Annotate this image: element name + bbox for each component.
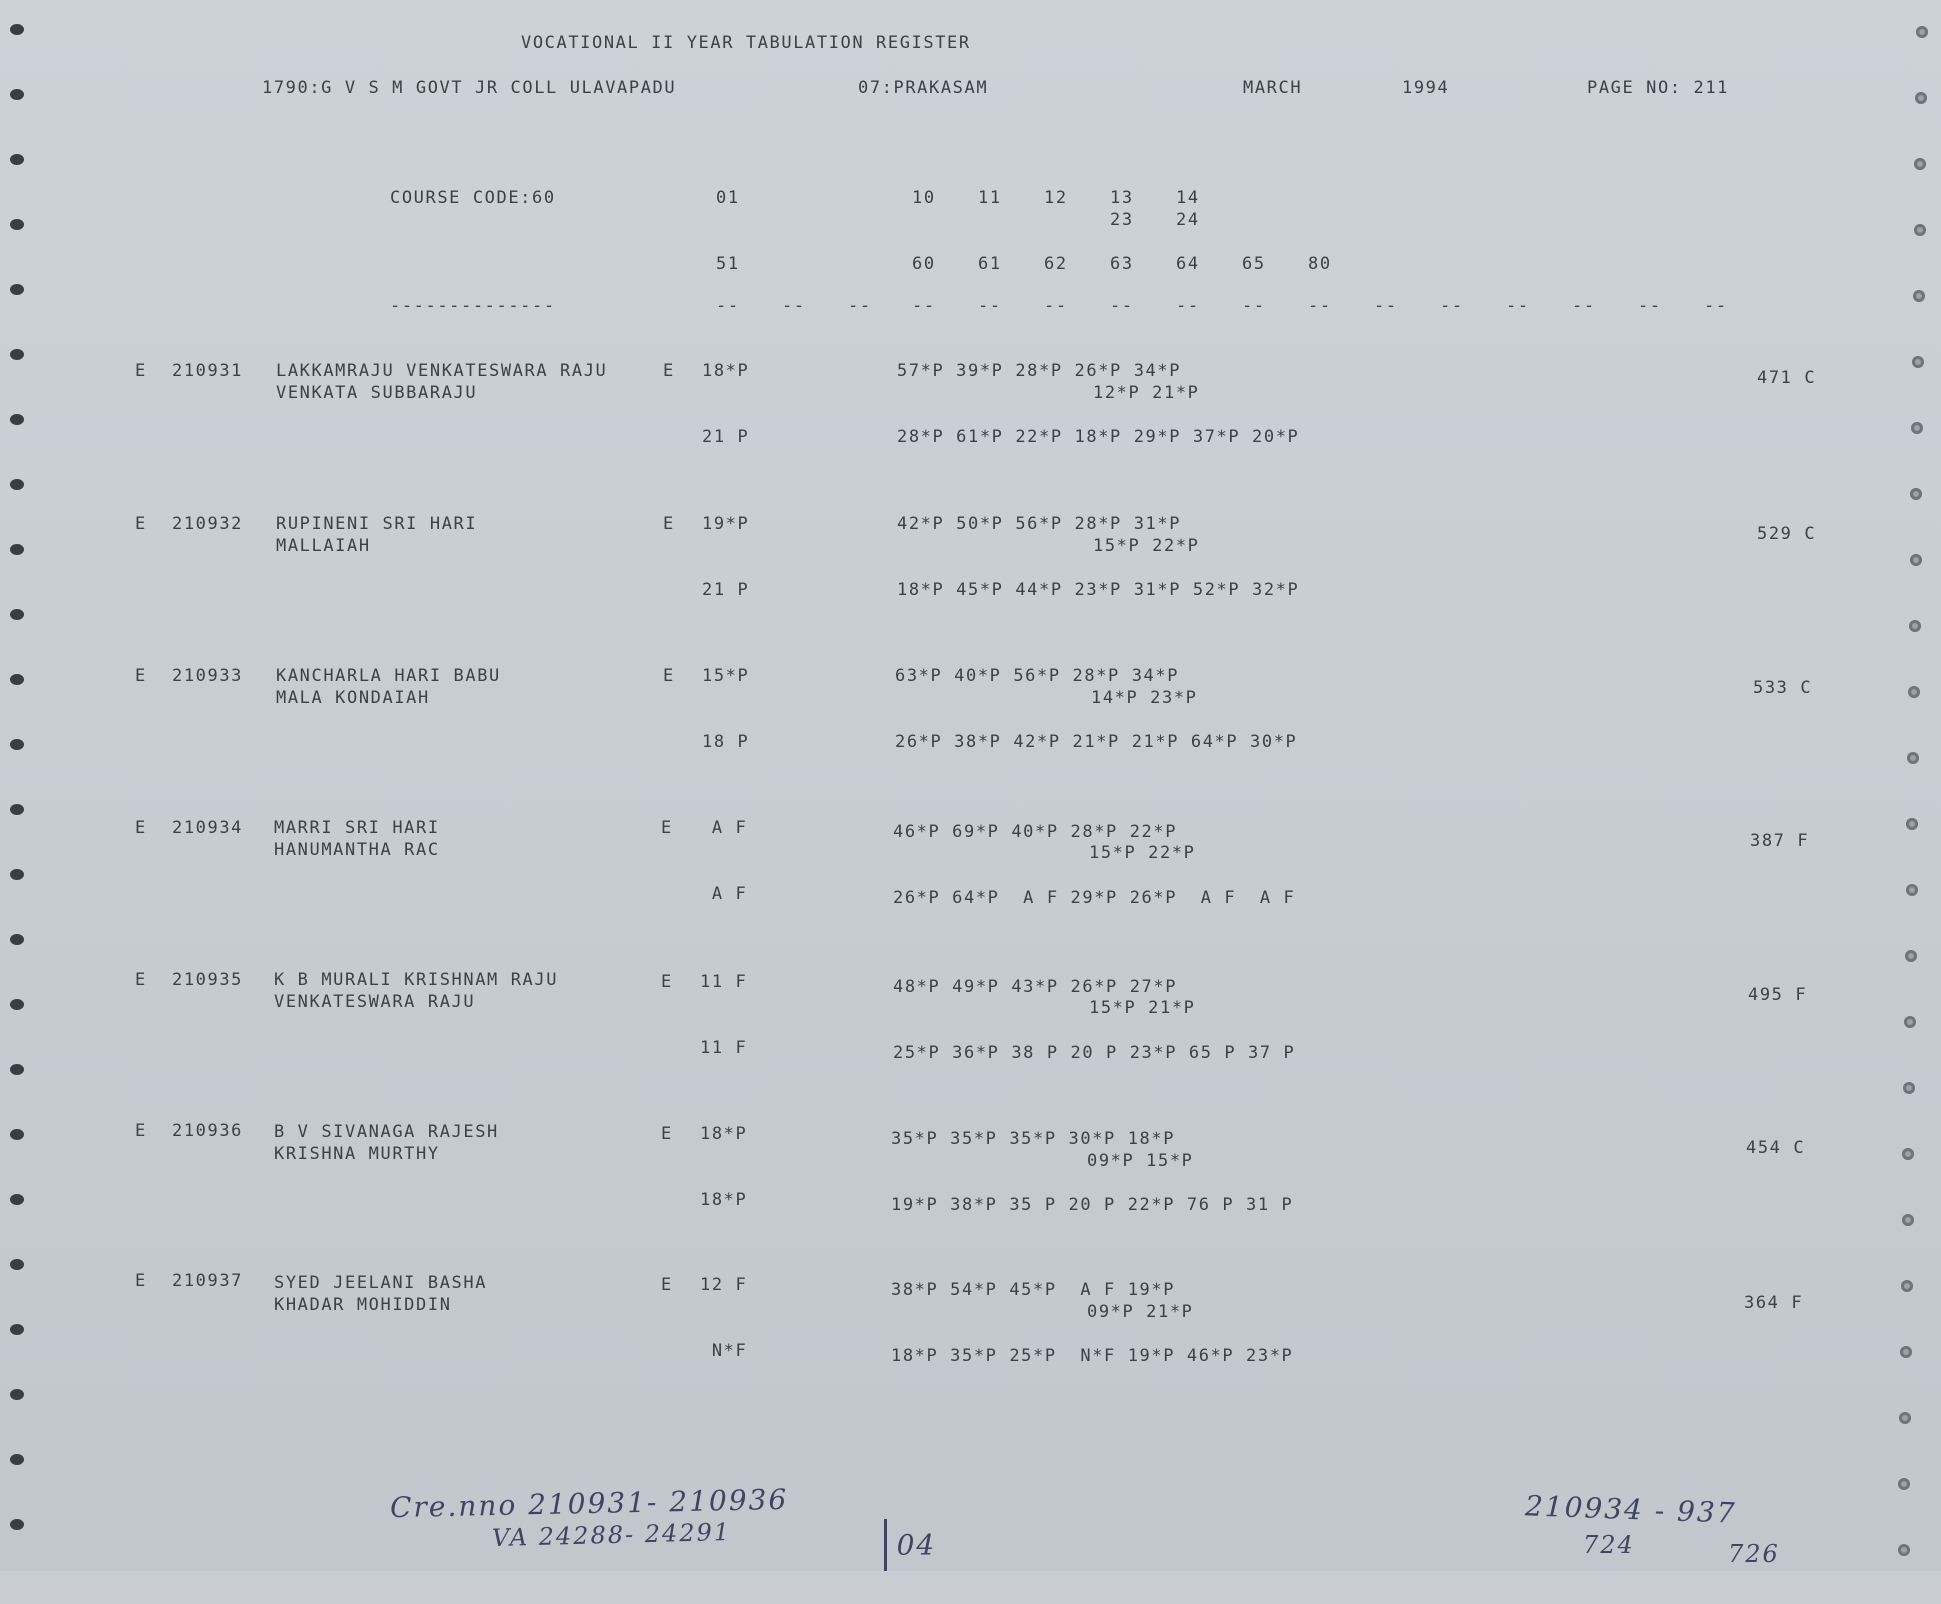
student-name: MARRI SRI HARI: [274, 818, 440, 838]
status-flag: E: [135, 1121, 147, 1141]
col-code: 65: [1242, 254, 1266, 274]
feed-hole: [1916, 26, 1928, 38]
separator-dash: --: [716, 296, 740, 316]
student-record: [0, 970, 1941, 1070]
col-code: 13: [1110, 188, 1134, 208]
separator-dash: --: [1242, 296, 1266, 316]
feed-hole: [1914, 224, 1926, 236]
separator-dash: --: [912, 296, 936, 316]
col-code: 63: [1110, 254, 1134, 274]
marks-row2: 28*P 61*P 22*P 18*P 29*P 37*P 20*P: [897, 427, 1300, 447]
medium-code: E: [661, 818, 673, 838]
col-code: 62: [1044, 254, 1068, 274]
marks-row1: 57*P 39*P 28*P 26*P 34*P: [897, 361, 1182, 381]
feed-hole: [1898, 1478, 1910, 1490]
subject-51-mark: 11 F: [700, 1038, 748, 1058]
marks-row2: 18*P 35*P 25*P N*F 19*P 46*P 23*P: [891, 1346, 1294, 1366]
parent-name: VENKATESWARA RAJU: [274, 992, 476, 1012]
student-record: [0, 1121, 1941, 1221]
col-code: 01: [716, 188, 740, 208]
marks-row1b: 09*P 21*P: [1087, 1302, 1194, 1322]
status-flag: E: [135, 970, 147, 990]
marks-row2: 18*P 45*P 44*P 23*P 31*P 52*P 32*P: [897, 580, 1300, 600]
student-record: [0, 818, 1941, 918]
separator-dash: --: [782, 296, 806, 316]
status-flag: E: [135, 666, 147, 686]
marks-row2: 26*P 64*P A F 29*P 26*P A F A F: [893, 888, 1296, 908]
exam-month: MARCH: [1243, 78, 1303, 98]
col-code: 10: [912, 188, 936, 208]
subject-51-mark: N*F: [700, 1341, 748, 1361]
parent-name: KRISHNA MURTHY: [274, 1144, 440, 1164]
college-name: 1790:G V S M GOVT JR COLL ULAVAPADU: [262, 78, 677, 98]
student-name: B V SIVANAGA RAJESH: [274, 1122, 499, 1142]
marks-row1b: 09*P 15*P: [1087, 1151, 1194, 1171]
marks-row2: 26*P 38*P 42*P 21*P 21*P 64*P 30*P: [895, 732, 1298, 752]
roll-number: 210936: [172, 1121, 244, 1141]
student-name: RUPINENI SRI HARI: [276, 514, 478, 534]
col-code: 11: [978, 188, 1002, 208]
roll-number: 210932: [172, 514, 244, 534]
handwritten-count-value: 04: [896, 1528, 937, 1562]
student-name: K B MURALI KRISHNAM RAJU: [274, 970, 559, 990]
marks-row1: 38*P 54*P 45*P A F 19*P: [891, 1280, 1176, 1300]
separator-dash: --: [1704, 296, 1728, 316]
student-name: SYED JEELANI BASHA: [274, 1273, 488, 1293]
feed-hole: [1909, 620, 1921, 632]
roll-number: 210935: [172, 970, 244, 990]
feed-hole: [1903, 1082, 1915, 1094]
subject-51-mark: A F: [700, 884, 748, 904]
marks-row1b: 15*P 22*P: [1093, 536, 1200, 556]
feed-hole: [10, 1454, 24, 1465]
subject-51-mark: 21 P: [702, 580, 750, 600]
feed-hole: [1898, 1544, 1910, 1556]
medium-code: E: [663, 514, 675, 534]
subject-51-mark: 18 P: [702, 732, 750, 752]
handwritten-note-a: 724: [1583, 1531, 1635, 1559]
feed-hole: [1899, 1412, 1911, 1424]
subject-01-mark: 18*P: [702, 361, 750, 381]
separator-dash: --: [1440, 296, 1464, 316]
marks-row1: 35*P 35*P 35*P 30*P 18*P: [891, 1129, 1176, 1149]
total-and-result: 471 C: [1757, 368, 1817, 388]
subject-01-mark: 12 F: [700, 1275, 748, 1295]
feed-hole: [10, 284, 24, 295]
subject-51-mark: 21 P: [702, 427, 750, 447]
subject-01-mark: A F: [700, 818, 748, 838]
total-and-result: 364 F: [1744, 1293, 1804, 1313]
handwritten-note-b: 726: [1728, 1540, 1780, 1568]
separator-dash: --: [1638, 296, 1662, 316]
status-flag: E: [135, 361, 147, 381]
total-and-result: 533 C: [1753, 678, 1813, 698]
marks-row1b: 14*P 23*P: [1091, 688, 1198, 708]
marks-row1b: 15*P 22*P: [1089, 843, 1196, 863]
separator-underline: --------------: [390, 296, 556, 316]
marks-row1: 42*P 50*P 56*P 28*P 31*P: [897, 514, 1182, 534]
student-name: KANCHARLA HARI BABU: [276, 666, 501, 686]
exam-year: 1994: [1402, 78, 1450, 98]
feed-hole: [10, 219, 24, 230]
marks-row1b: 15*P 21*P: [1089, 998, 1196, 1018]
handwritten-va-range: VA 24288- 24291: [491, 1517, 732, 1553]
separator-dash: --: [1176, 296, 1200, 316]
feed-hole: [10, 89, 24, 100]
col-code: 12: [1044, 188, 1068, 208]
medium-code: E: [661, 1275, 673, 1295]
medium-code: E: [661, 1124, 673, 1144]
parent-name: MALA KONDAIAH: [276, 688, 430, 708]
feed-hole: [10, 479, 24, 490]
subject-51-mark: 18*P: [700, 1190, 748, 1210]
parent-name: HANUMANTHA RAC: [274, 840, 440, 860]
separator-dash: --: [1572, 296, 1596, 316]
separator-dash: --: [978, 296, 1002, 316]
marks-row1: 63*P 40*P 56*P 28*P 34*P: [895, 666, 1180, 686]
col-code: 80: [1308, 254, 1332, 274]
subject-01-mark: 11 F: [700, 972, 748, 992]
col-code: 61: [978, 254, 1002, 274]
col-code: 51: [716, 254, 740, 274]
page-number: PAGE NO: 211: [1587, 78, 1730, 98]
separator-dash: --: [848, 296, 872, 316]
col-code: 60: [912, 254, 936, 274]
feed-hole: [10, 1519, 24, 1530]
roll-number: 210933: [172, 666, 244, 686]
feed-hole: [1914, 158, 1926, 170]
subject-01-mark: 19*P: [702, 514, 750, 534]
marks-row1b: 12*P 21*P: [1093, 383, 1200, 403]
marks-row2: 19*P 38*P 35 P 20 P 22*P 76 P 31 P: [891, 1195, 1294, 1215]
roll-number: 210934: [172, 818, 244, 838]
marks-row1: 46*P 69*P 40*P 28*P 22*P: [893, 822, 1178, 842]
col-code: 23: [1110, 210, 1134, 230]
handwritten-roll-range: 210934 - 937: [1524, 1489, 1738, 1530]
feed-hole: [10, 934, 24, 945]
parent-name: KHADAR MOHIDDIN: [274, 1295, 452, 1315]
student-record: [0, 1271, 1941, 1371]
feed-hole: [10, 154, 24, 165]
status-flag: E: [135, 1271, 147, 1291]
feed-hole: [1915, 92, 1927, 104]
feed-hole: [1905, 950, 1917, 962]
medium-code: E: [661, 972, 673, 992]
parent-name: VENKATA SUBBARAJU: [276, 383, 478, 403]
status-flag: E: [135, 818, 147, 838]
handwritten-divider: [884, 1519, 887, 1571]
student-record: [0, 361, 1941, 461]
medium-code: E: [663, 361, 675, 381]
feed-hole: [10, 1259, 24, 1270]
roll-number: 210931: [172, 361, 244, 381]
col-code: 64: [1176, 254, 1200, 274]
course-code: COURSE CODE:60: [390, 188, 556, 208]
marks-row1: 48*P 49*P 43*P 26*P 27*P: [893, 977, 1178, 997]
feed-hole: [10, 1389, 24, 1400]
separator-dash: --: [1044, 296, 1068, 316]
col-code: 24: [1176, 210, 1200, 230]
subject-01-mark: 15*P: [702, 666, 750, 686]
feed-hole: [10, 349, 24, 360]
parent-name: MALLAIAH: [276, 536, 371, 556]
feed-hole: [10, 24, 24, 35]
status-flag: E: [135, 514, 147, 534]
roll-number: 210937: [172, 1271, 244, 1291]
col-code: 14: [1176, 188, 1200, 208]
total-and-result: 529 C: [1757, 524, 1817, 544]
separator-dash: --: [1374, 296, 1398, 316]
medium-code: E: [663, 666, 675, 686]
marks-row2: 25*P 36*P 38 P 20 P 23*P 65 P 37 P: [893, 1043, 1296, 1063]
feed-hole: [1913, 290, 1925, 302]
student-record: [0, 666, 1941, 766]
handwritten-cert-range: Cre.nno 210931- 210936: [389, 1482, 789, 1525]
total-and-result: 387 F: [1750, 831, 1810, 851]
district-name: 07:PRAKASAM: [858, 78, 989, 98]
separator-dash: --: [1308, 296, 1332, 316]
total-and-result: 454 C: [1746, 1138, 1806, 1158]
separator-dash: --: [1506, 296, 1530, 316]
student-record: [0, 514, 1941, 614]
feed-hole: [10, 804, 24, 815]
separator-dash: --: [1110, 296, 1134, 316]
student-name: LAKKAMRAJU VENKATESWARA RAJU: [276, 361, 608, 381]
feed-hole: [1910, 488, 1922, 500]
total-and-result: 495 F: [1748, 985, 1808, 1005]
handwritten-count: [840, 1486, 936, 1604]
subject-01-mark: 18*P: [700, 1124, 748, 1144]
register-title: VOCATIONAL II YEAR TABULATION REGISTER: [521, 33, 971, 53]
